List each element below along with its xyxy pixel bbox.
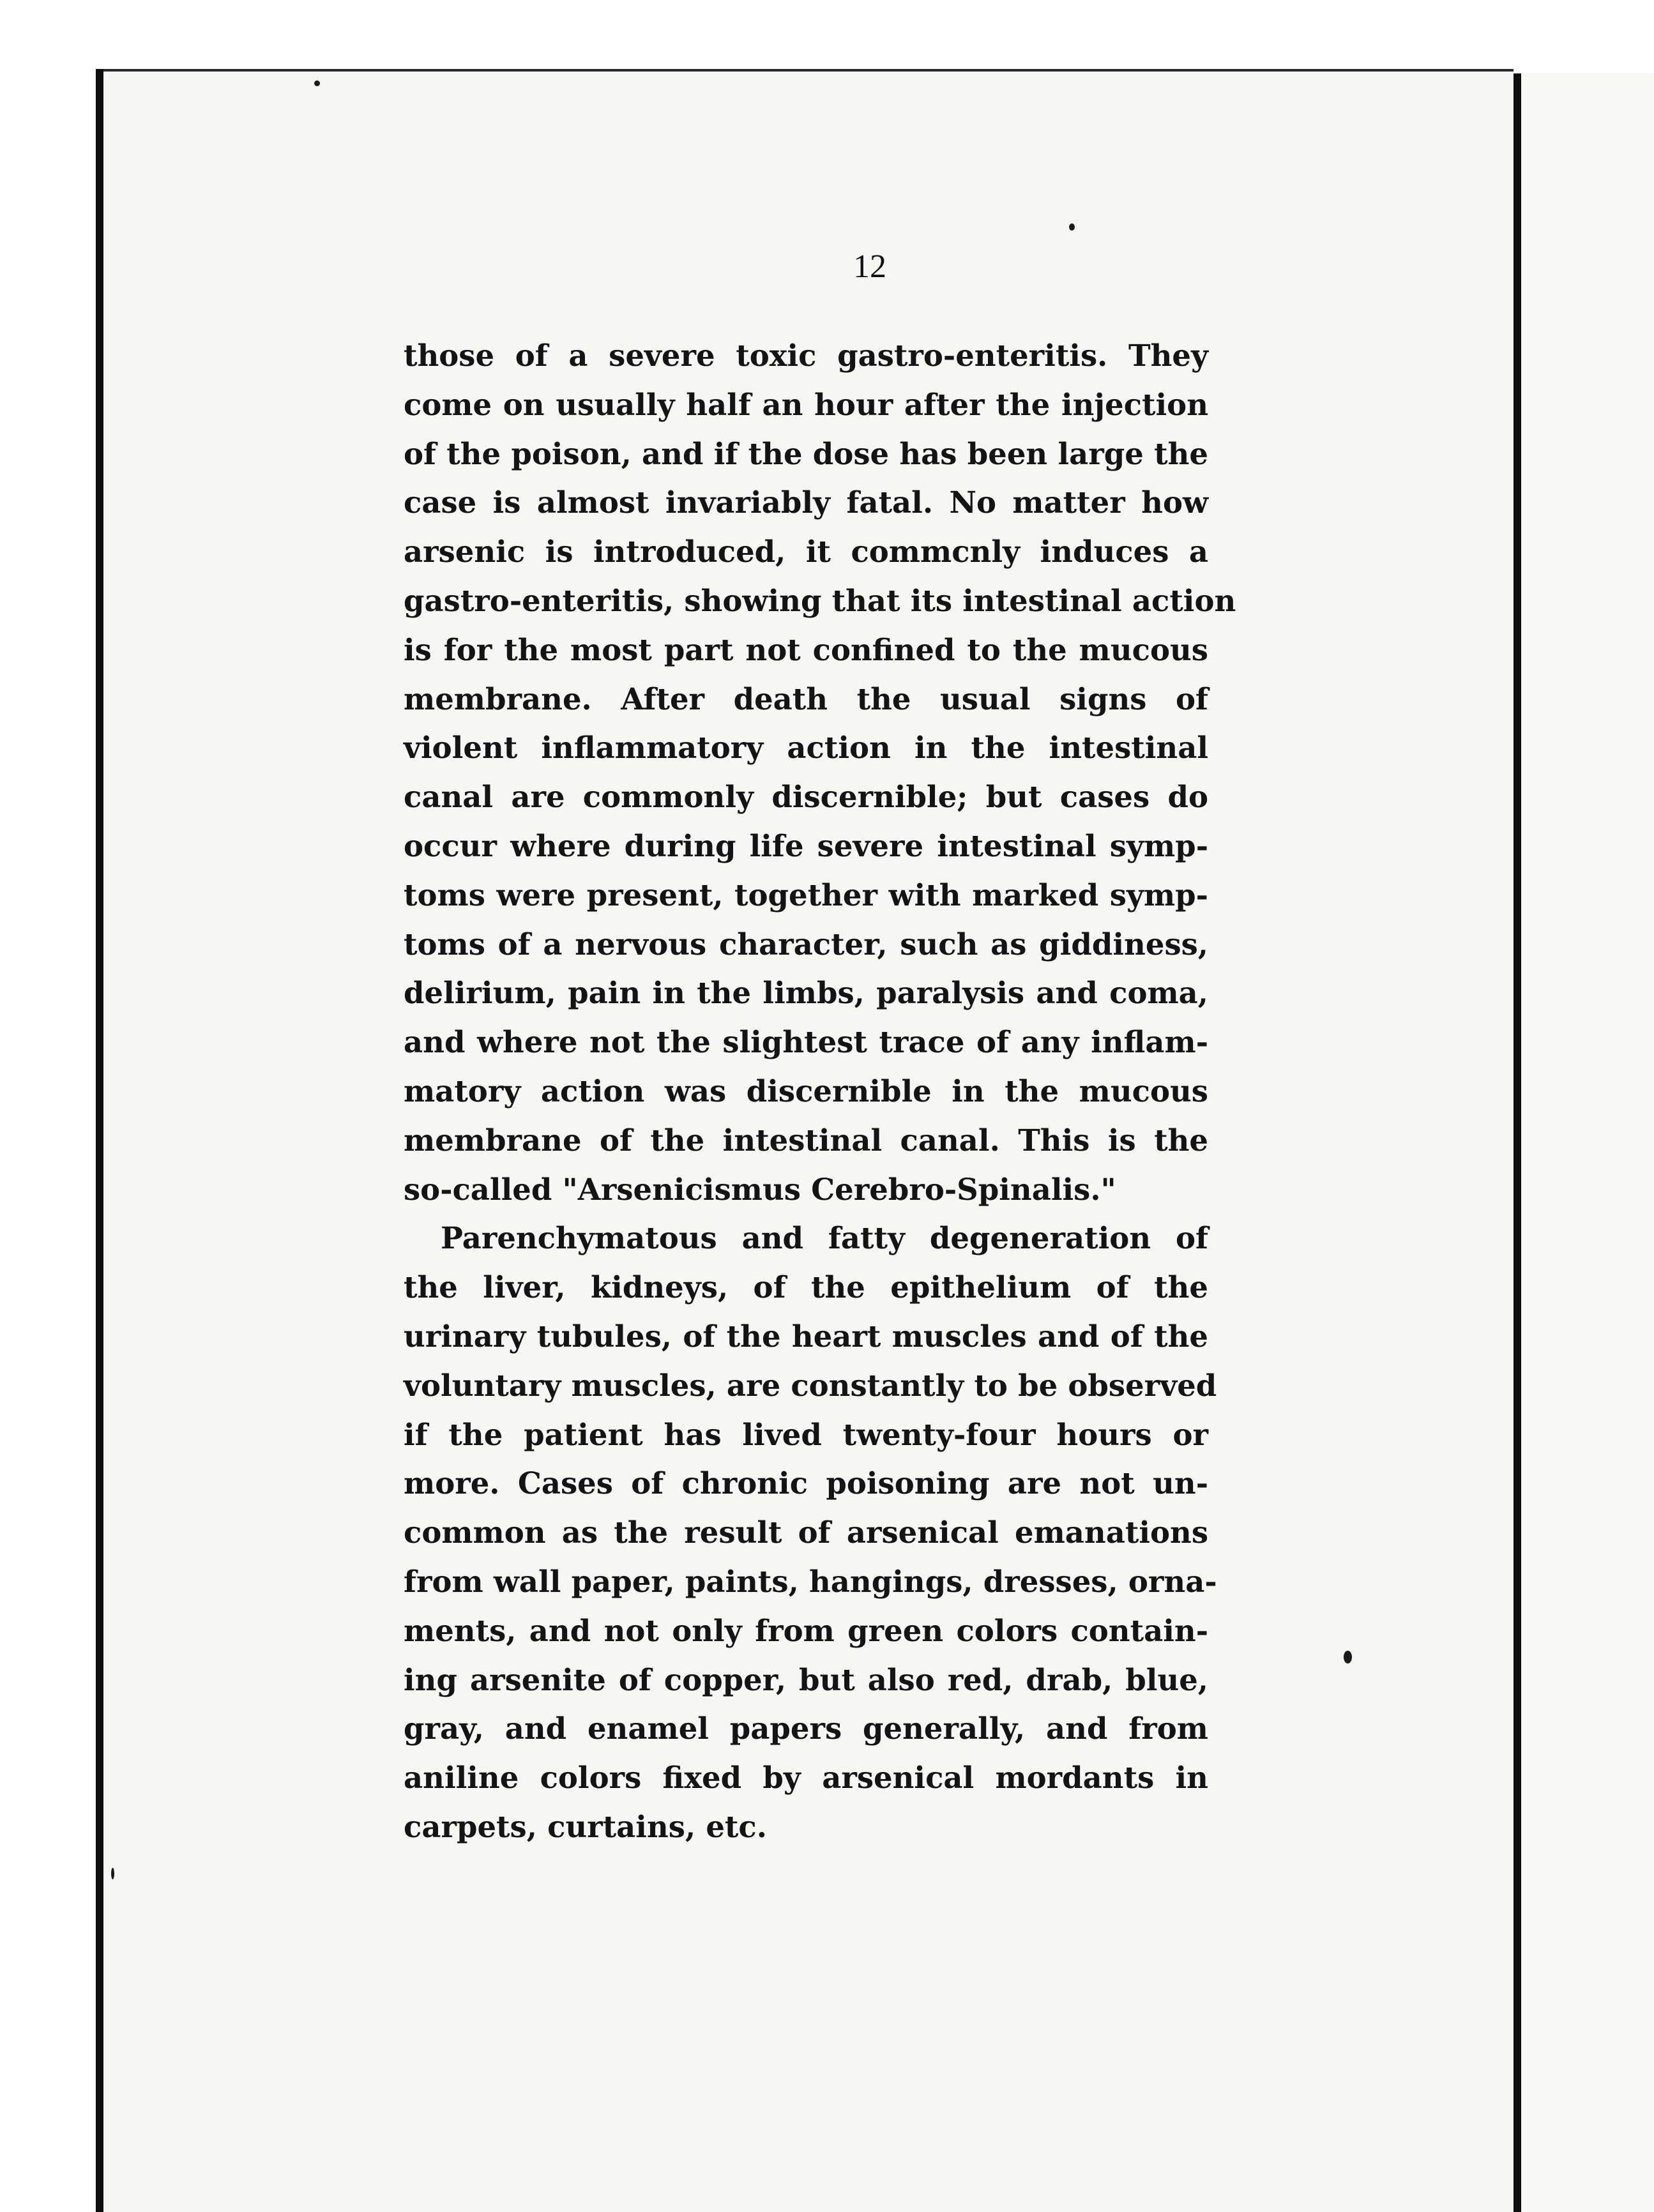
text-line: delirium, pain in the limbs, paralysis and coma,	[404, 975, 1208, 1011]
text-line: so-called "Arsenicismus Cerebro-Spinalis."	[404, 1171, 1116, 1207]
adjacent-page-strip	[1521, 73, 1654, 2212]
text-line: common as the result of arsenical emanations	[404, 1515, 1208, 1550]
text-line: more. Cases of chronic poisoning are not un-	[404, 1466, 1208, 1501]
scan-speck	[111, 1868, 114, 1879]
page-number: 12	[853, 248, 886, 285]
text-line: of the poison, and if the dose has been large the	[404, 436, 1208, 471]
text-line: voluntary muscles, are constantly to be observed	[404, 1367, 1217, 1403]
text-line: matory action was discernible in the mucous	[404, 1073, 1208, 1109]
right-page-edge	[1514, 73, 1521, 2212]
text-line: come on usually half an hour after the injection	[404, 386, 1208, 422]
text-line: the liver, kidneys, of the epithelium of the	[404, 1269, 1208, 1305]
text-line: carpets, curtains, etc.	[404, 1809, 767, 1844]
text-line: membrane. After death the usual signs of	[404, 681, 1208, 716]
left-page-edge	[96, 69, 103, 2212]
text-line: aniline colors fixed by arsenical mordants in	[404, 1760, 1208, 1796]
text-line: membrane of the intestinal canal. This is the	[404, 1122, 1208, 1158]
text-line: and where not the slightest trace of any inflam-	[404, 1024, 1208, 1060]
text-line: Parenchymatous and fatty degeneration of	[441, 1220, 1208, 1256]
text-line: ing arsenite of copper, but also red, drab, blue,	[404, 1662, 1208, 1697]
text-line: is for the most part not confined to the mucous	[404, 632, 1208, 667]
text-line: if the patient has lived twenty-four hours or	[404, 1416, 1208, 1452]
text-line: toms of a nervous character, such as giddiness,	[404, 926, 1208, 962]
text-line: from wall paper, paints, hangings, dresses, orna-	[404, 1564, 1217, 1599]
scan-speck	[1069, 223, 1075, 231]
text-line: violent inflammatory action in the intestinal	[404, 730, 1208, 766]
text-line: gastro-enteritis, showing that its intestinal action	[404, 583, 1236, 618]
text-line: toms were present, together with marked symp-	[404, 877, 1208, 913]
text-line: urinary tubules, of the heart muscles and of the	[404, 1319, 1208, 1354]
scan-speck	[314, 80, 320, 86]
text-line: occur where during life severe intestinal symp-	[404, 828, 1208, 863]
text-line: arsenic is introduced, it commcnly induces a	[404, 534, 1208, 570]
scan-speck	[1344, 1651, 1352, 1663]
text-line: canal are commonly discernible; but cases do	[404, 779, 1208, 815]
text-line: those of a severe toxic gastro-enteritis. They	[404, 338, 1208, 373]
text-line: ments, and not only from green colors contain-	[404, 1612, 1208, 1648]
text-line: gray, and enamel papers generally, and from	[404, 1711, 1208, 1746]
text-line: case is almost invariably fatal. No matter how	[404, 485, 1208, 520]
